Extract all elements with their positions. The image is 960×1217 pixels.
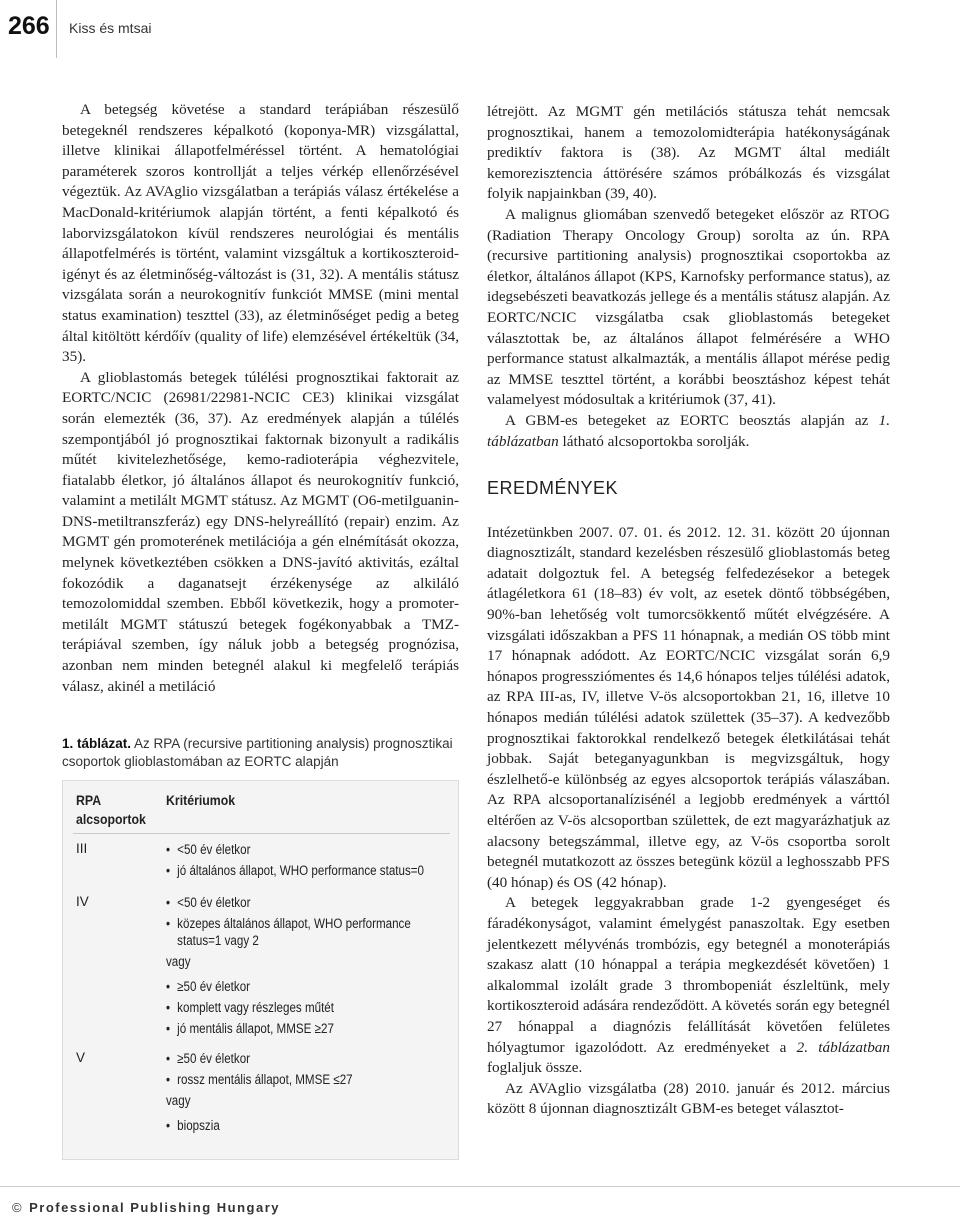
left-paragraph-2: A glioblastomás betegek túlélési prognosztikai faktorait az EORTC/NCIC (26981/22981-NCIC CE3) klinikai vizsgálat során elemezték (36, 37). Az eredmények alapján a túlélés szempontjából jó prognosztikai faktornak bizonyult a radikális műtét kivitelezhetősége, kemo-radioterápia véghezvitele, fiatalabb életkor, jó általános állapot és neurokognitív funkció, valamint a metilált MGMT státusz. Az MGMT (O6-metilguanin-DNS-metiltranszferáz) egy DNS-helyreállító (repair) enzim. Az MGMT gén promoterének metilációja a gén elnémítását okozza, melynek következtében csökken a DNS-javító aktivitás, ezáltal fokozódik a daganatsejt érzékenysége az alkiláló temozolomiddal szemben. Ebből következik, hogy a promoter-metilált MGMT státuszú betegek fogékonyabbak a TMZ-terápiával szemben, így náluk jobb a betegség prognózisa, azonban nem minden betegnél alakul ki megfelelő terápiás válasz, akinél a metiláció xyxy=(62,368,459,695)
bullet-icon: • xyxy=(166,842,171,857)
criterion-continuation: status=1 vagy 2 xyxy=(177,933,259,948)
bullet-icon: • xyxy=(166,863,171,878)
table-header-rpa: RPA alcsoportok xyxy=(76,792,146,827)
section-heading-results: EREDMÉNYEK xyxy=(487,478,619,499)
bullet-icon: • xyxy=(166,1051,171,1066)
page-footer xyxy=(12,1200,280,1215)
footer-divider xyxy=(0,1186,960,1187)
criterion-item: • közepes általános állapot, WHO performance xyxy=(166,916,411,931)
right-column xyxy=(487,102,890,1120)
right-paragraph-5: A betegek leggyakrabban grade 1-2 gyengeséget és fáradékonyságot, valamint émelygést panaszoltak. Egy esetben jelentkezett mélyvénás trombózis, egy betegnél a monoterápiás szakasz alatt (10 hónappal a terápia megkezdését követően) 1 alkalommal izolált grade 3 thrombopeniát észleltünk, mely kortikoszteroid adására rendeződött. A követés során egy betegnél 27 hónappal a diagnózis felállítását követően felületes hólyagtumor igazolódott. Az eredményeket a 2. táblázatban foglaljuk össze. xyxy=(487,894,890,1077)
table-caption-label: 1. táblázat. xyxy=(62,736,132,751)
right-paragraph-2: A malignus gliomában szenvedő betegeket először az RTOG (Radiation Therapy Oncology Group) sorolta az ún. RPA (recursive partitioning analysis) prognosztikai csoportokba az életkor, általános állapot (KPS, Karnofsky performance status), az idegsebészeti beavatkozás jellege és a mentális státusz alapján. Az EORTC/NCIC vizsgálatba csak glioblastomás betegeket választottak be, az általános állapot felmérésére a WHO performance statust alkalmazták, a mentális állapot mérése pedig az MMSE teszttel történt, a korábbi beosztáshoz képest tehát valamelyest módosultak a kritériumok (37, 41). xyxy=(487,205,890,409)
publisher-name: Professional Publishing Hungary xyxy=(29,1200,281,1215)
table-reference: 1. táblázatban xyxy=(487,411,890,450)
bullet-icon: • xyxy=(166,1021,171,1036)
right-paragraph-6: Az AVAglio vizsgálatba (28) 2010. január és 2012. március között 8 újonnan diagnosztizált GBM-es beteget választot- xyxy=(487,1079,890,1118)
table-reference: 2. táblázatban xyxy=(796,1038,890,1056)
criterion-item: • biopszia xyxy=(166,1118,220,1133)
rpa-table xyxy=(62,780,459,1160)
bullet-icon: • xyxy=(166,1118,171,1133)
table-caption-text: Az RPA (recursive partitioning analysis) prognosztikai csoportok glioblastomában az EORTC alapján xyxy=(62,736,453,769)
group-label-iv: IV xyxy=(76,894,89,909)
left-paragraph-1: A betegség követése a standard terápiában részesülő betegeknél rendszeres képalkotó (koponya-MR) vizsgálattal, illetve klinikai állapotfelméréssel történt. A hematológiai paraméterek szoros kontrollját a teljes vérkép ellenőrzésével végeztük. Az AVAglio vizsgálatban a terápiás válasz értékelése a MacDonald-kritériumok alapján történt, a fenti képalkotó és laborvizsgálatokon kívül rendszeres neurológiai és mentális állapotfelmérés is történt, valamint vizsgáltuk a kortikoszteroid-igényt és az életminőség-változást is (31, 32). A mentális státusz vizsgálata során a neurokognitív funkciót MMSE (mini mental status examination) teszttel (33), az életminőséget pedig a beteg által kitöltött kérdőív (quality of life) elemzésével értékeltük (34, 35). xyxy=(62,101,459,366)
right-paragraph-4: Intézetünkben 2007. 07. 01. és 2012. 12. 31. között 20 újonnan diagnosztizált, standard kezelésben részesülő glioblastomás beteg adatait dolgoztuk fel. A betegség felfedezésekor a betegek átlagéletkora 61 (18–83) év volt, az esetek döntő többségében, 90%-ban lehetőség volt tumorcsökkentő műtét elvégzésére. A vizsgálati időszakban a PFS 11 hónapnak, a medián OS több mint 17 hónapnak adódott. Az EORTC/NCIC vizsgálat során 6,9 hónapos progressziómentes és 14,6 hónapos teljes túlélési adatok, az RPA III-as, IV, illetve V-ös alcsoportokban 21, 16, illetve 10 hónapos medián túlélési adatok születtek (35–37). A kedvezőbb prognosztikai faktorokkal rendelkező betegek életkilátásai tehát jobbak. Saját beteganyagunkban is megvizsgáltuk, hogy észlelhető-e különbség az egyes alcsoportok terápiás válaszában. Az RPA alcsoportanalízisénél a legjobb eredmények a várttól eltérően az V-ös alcsoportban születtek, de ezt magyarázhatjuk az alacsony betegszámmal, illetve egy, az V-ös csoportba sorolt betegnél mutatkozott az összes betegünk közül a leghosszabb PFS (40 hónap) és OS (42 hónap). xyxy=(487,523,890,891)
criterion-item: • jó mentális állapot, MMSE ≥27 xyxy=(166,1021,334,1036)
page-header xyxy=(0,0,960,58)
group-label-iii: III xyxy=(76,841,88,856)
group-label-v: V xyxy=(76,1050,86,1065)
bullet-icon: • xyxy=(166,1000,171,1015)
page-number: 266 xyxy=(0,0,57,58)
copyright-icon: © xyxy=(12,1200,24,1215)
or-label: vagy xyxy=(166,954,191,969)
running-title: Kiss és mtsai xyxy=(69,20,152,36)
criterion-item: • ≥50 év életkor xyxy=(166,1051,251,1066)
bullet-icon: • xyxy=(166,1072,171,1087)
group-iii-criteria xyxy=(166,841,456,883)
criterion-item: • rossz mentális állapot, MMSE ≤27 xyxy=(166,1072,353,1087)
criterion-item: • <50 év életkor xyxy=(166,895,251,910)
right-paragraph-3: A GBM-es betegeket az EORTC beosztás alapján az 1. táblázatban látható alcsoportokba sorolják. xyxy=(487,411,890,450)
bullet-icon: • xyxy=(166,979,171,994)
group-v-criteria xyxy=(166,1050,456,1138)
right-paragraph-1: létrejött. Az MGMT gén metilációs státusza tehát nemcsak prognosztikai, hanem a temozolomidterápia hatékonyságának prediktív faktora is (38). Az MGMT által mediált kemorezisztencia áttörésére számos próbálkozás és vizsgálat folyik napjainkban (39, 40). xyxy=(487,103,890,203)
bullet-icon: • xyxy=(166,895,171,910)
criterion-item: • <50 év életkor xyxy=(166,842,251,857)
left-column xyxy=(62,100,459,697)
bullet-icon: • xyxy=(166,916,171,931)
table-header-divider xyxy=(73,833,450,834)
criterion-item: • komplett vagy részleges műtét xyxy=(166,1000,334,1015)
group-iv-criteria xyxy=(166,894,456,1041)
criterion-item: • ≥50 év életkor xyxy=(166,979,251,994)
criterion-item: • jó általános állapot, WHO performance status=0 xyxy=(166,863,425,878)
table-caption xyxy=(62,735,459,771)
or-label: vagy xyxy=(166,1093,191,1108)
table-header-criteria: Kritériumok xyxy=(166,792,236,808)
